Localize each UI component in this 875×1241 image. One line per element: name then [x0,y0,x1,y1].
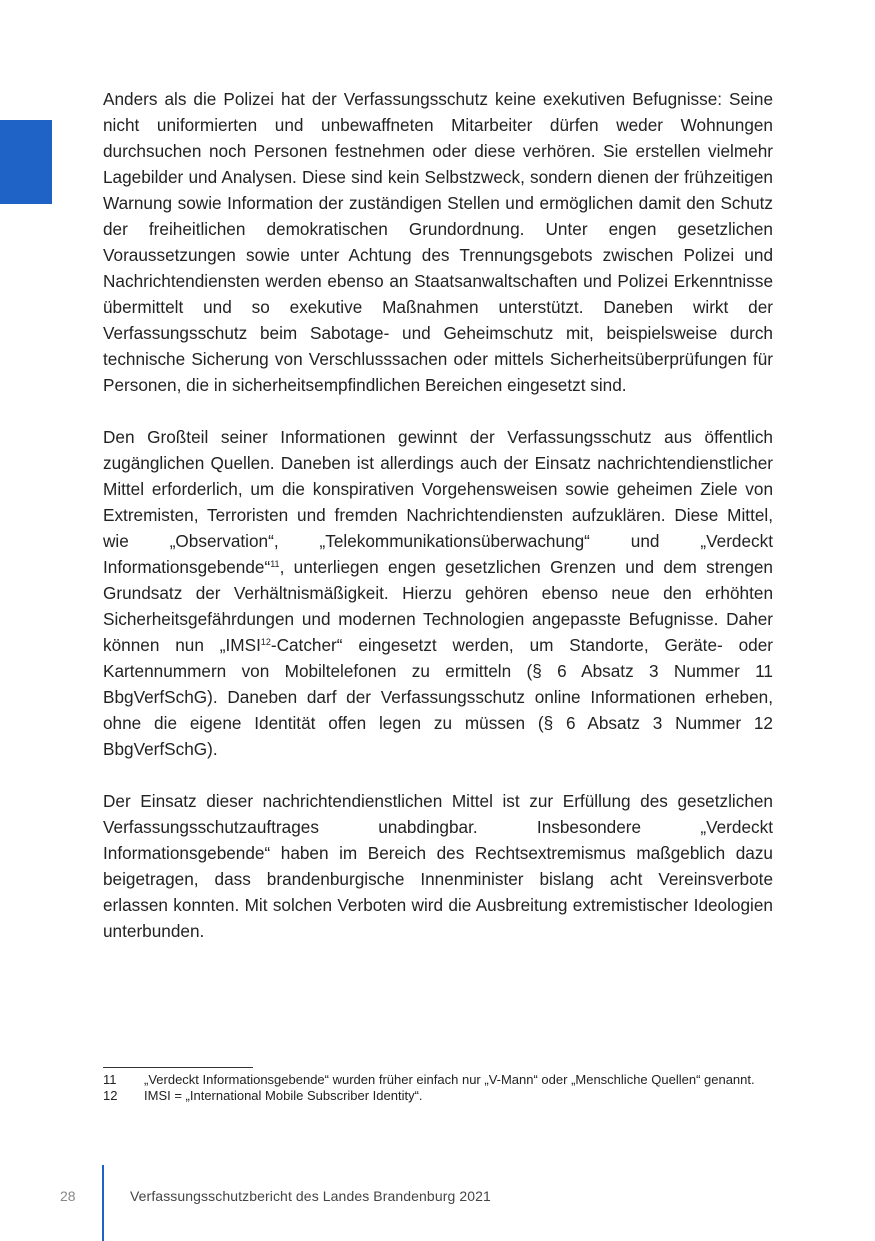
paragraph-2-part-a: Den Großteil seiner Informationen gewinnt der Verfassungsschutz aus öffentlich zugänglichen Quellen. Daneben ist allerdings auch der Einsatz nachrichtendienstlicher Mittel erforderlich, um die konspirativen Vorgehensweisen sowie geheimen Ziele von Extremisten, Terroristen und fremden Nachrichtendiensten aufzuklären. Diese Mittel, wie „Observation“, „Telekommunikationsüberwachung“ und „Verdeckt Informationsgebende“ [103,427,773,577]
footer-title: Verfassungsschutzbericht des Landes Brandenburg 2021 [130,1188,491,1204]
chapter-marker-tab [0,120,52,204]
footer-divider [102,1165,104,1241]
footnote-12 [103,1088,773,1104]
body-text [103,86,773,944]
footnote-text: „Verdeckt Informationsgebende“ wurden früher einfach nur „V-Mann“ oder „Menschliche Quellen“ genannt. [144,1072,755,1087]
footnote-text: IMSI = „International Mobile Subscriber Identity“. [144,1088,423,1103]
page-number: 28 [60,1188,76,1204]
paragraph-1: Anders als die Polizei hat der Verfassungsschutz keine exekutiven Befugnisse: Seine nicht uniformierten und unbewaffneten Mitarbeiter dürfen weder Wohnungen durchsuchen noch Personen festnehmen oder diese verhören. Sie erstellen vielmehr Lagebilder und Analysen. Diese sind kein Selbstzweck, sondern dienen der frühzeitigen Warnung sowie Information der zuständigen Stellen und ermöglichen damit den Schutz der freiheitlichen demokratischen Grundordnung. Unter engen gesetzlichen Voraussetzungen sowie unter Achtung des Trennungsgebots zwischen Polizei und Nachrichtendiensten werden ebenso an Staatsanwaltschaften und Polizei Erkenntnisse übermittelt und so exekutive Maßnahmen unterstützt. Daneben wirkt der Verfassungsschutz beim Sabotage- und Geheimschutz mit, beispielsweise durch technische Sicherung von Verschlusssachen oder mittels Sicherheitsüberprüfungen für Personen, die in sicherheitsempfindlichen Bereichen eingesetzt sind. [103,89,773,395]
footnote-number: 12 [103,1088,118,1103]
footnotes [103,1072,773,1104]
footnote-11 [103,1072,773,1088]
footnote-number: 11 [103,1072,117,1087]
paragraph-3: Der Einsatz dieser nachrichtendienstlichen Mittel ist zur Erfüllung des gesetzlichen Verfassungsschutzauftrages unabdingbar. Insbesondere „Verdeckt Informationsgebende“ haben im Bereich des Rechtsextremismus maßgeblich dazu beigetragen, dass brandenburgische Innenminister bislang acht Vereinsverbote erlassen konnten. Mit solchen Verboten wird die Ausbreitung extremistischer Ideologien unterbunden. [103,791,773,941]
paragraph-2-part-b: , unterliegen engen gesetzlichen Grenzen und dem strengen Grundsatz der Verhältnismäßigkeit. Hierzu gehören ebenso neue den erhöhten Sicherheitsgefährdungen und modernen Technologien angepasste Befugnisse. Daher können nun „IMSI [103,557,773,655]
paragraph-2-part-c: -Catcher“ eingesetzt werden, um Standorte, Geräte- oder Kartennummern von Mobiltelefonen zu ermitteln (§ 6 Absatz 3 Nummer 11 BbgVerfSchG). Daneben darf der Verfassungsschutz online Informationen erheben, ohne die eigene Identität offen legen zu müssen (§ 6 Absatz 3 Nummer 12 BbgVerfSchG). [103,635,773,759]
footnote-ref-11[interactable]: 11 [270,559,280,569]
footnote-divider [103,1067,253,1068]
footnote-ref-12[interactable]: 12 [260,637,271,647]
paragraph-2 [103,424,773,762]
